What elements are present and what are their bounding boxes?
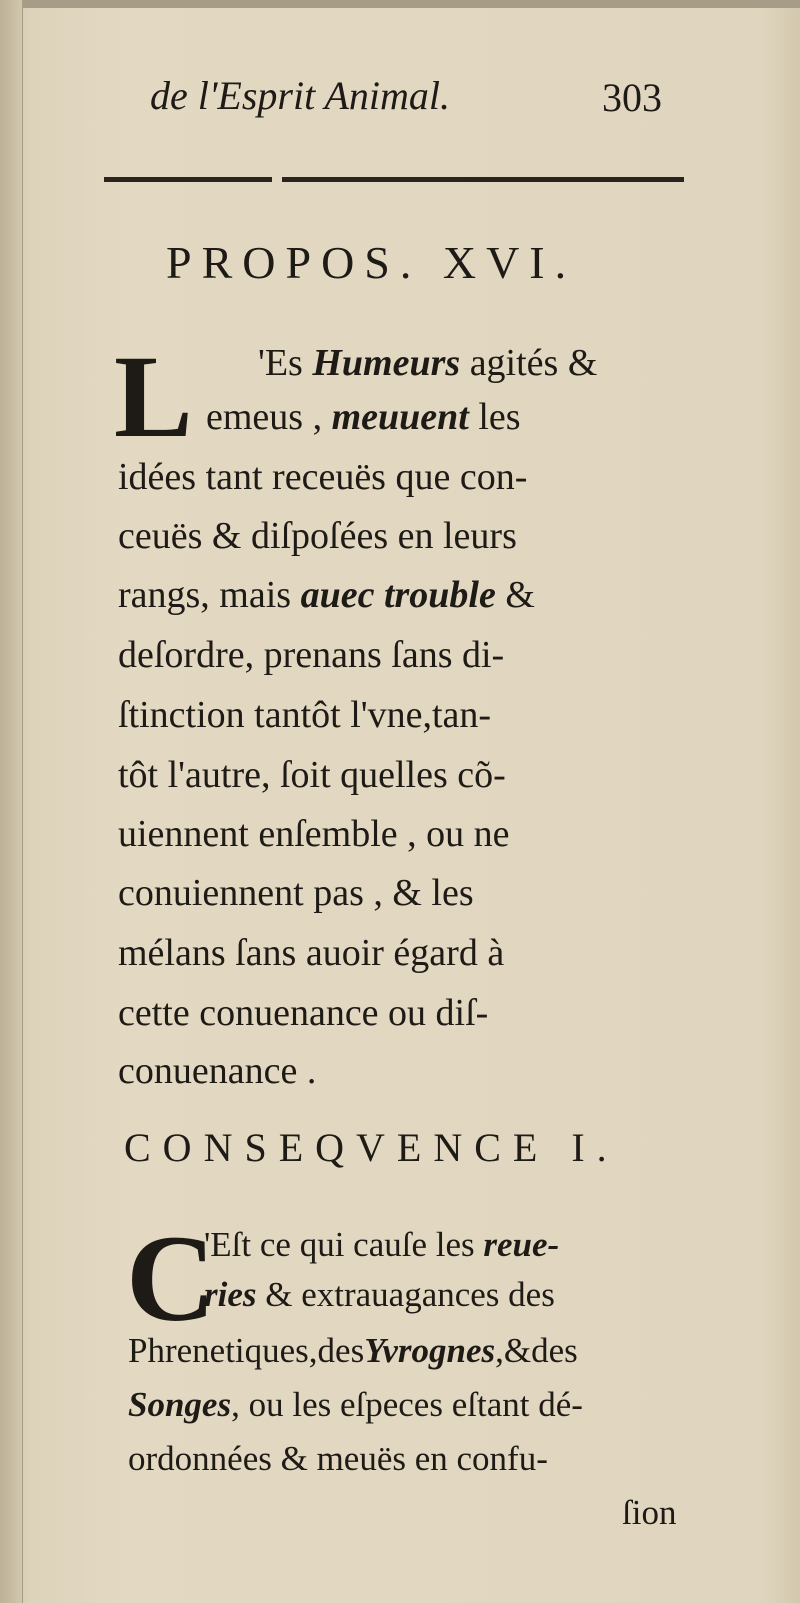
header-rule-left bbox=[104, 177, 272, 182]
text-line: Songes, ou les eſpeces eſtant dé- bbox=[128, 1385, 583, 1424]
consequence-heading: CONSEQVENCE I. bbox=[124, 1125, 619, 1170]
text-line: ſtinction tantôt l'vne,tan- bbox=[118, 694, 492, 736]
running-head-title: de l'Esprit Animal. bbox=[150, 73, 451, 118]
drop-cap-c: C bbox=[126, 1210, 216, 1347]
text-line: idées tant receuës que con- bbox=[118, 456, 528, 498]
text-line: deſordre, prenans ſans di- bbox=[118, 634, 505, 676]
text-line: 'Es Humeurs agités & bbox=[258, 342, 598, 384]
text-line: Phrenetiques,desYvrognes,&des bbox=[128, 1331, 578, 1370]
text-line: ceuës & diſpoſées en leurs bbox=[118, 515, 517, 557]
text-line: rangs, mais auec trouble & bbox=[118, 574, 535, 616]
text-line: ries & extrauagances des bbox=[204, 1275, 555, 1314]
text-line: emeus , meuuent les bbox=[206, 396, 521, 438]
drop-cap-l: L bbox=[114, 331, 193, 462]
text-line: conuiennent pas , & les bbox=[118, 872, 474, 914]
page-top-edge bbox=[0, 0, 800, 8]
text-line: ſion bbox=[622, 1493, 677, 1532]
section-heading: PROPOS. XVI. bbox=[166, 237, 577, 288]
book-gutter bbox=[0, 0, 23, 1603]
page-number: 303 bbox=[602, 75, 662, 120]
text-line: 'Eſt ce qui cauſe les reue- bbox=[204, 1225, 560, 1264]
running-head bbox=[150, 72, 670, 132]
text-line: conuenance . bbox=[118, 1050, 317, 1092]
text-line: ordonnées & meuës en confu- bbox=[128, 1439, 548, 1478]
header-rule-right bbox=[282, 177, 684, 182]
text-line: tôt l'autre, ſoit quelles cõ- bbox=[118, 754, 506, 796]
text-line: mélans ſans auoir égard à bbox=[118, 932, 505, 974]
text-line: cette conuenance ou diſ- bbox=[118, 992, 489, 1034]
text-line: uiennent enſemble , ou ne bbox=[118, 813, 510, 855]
